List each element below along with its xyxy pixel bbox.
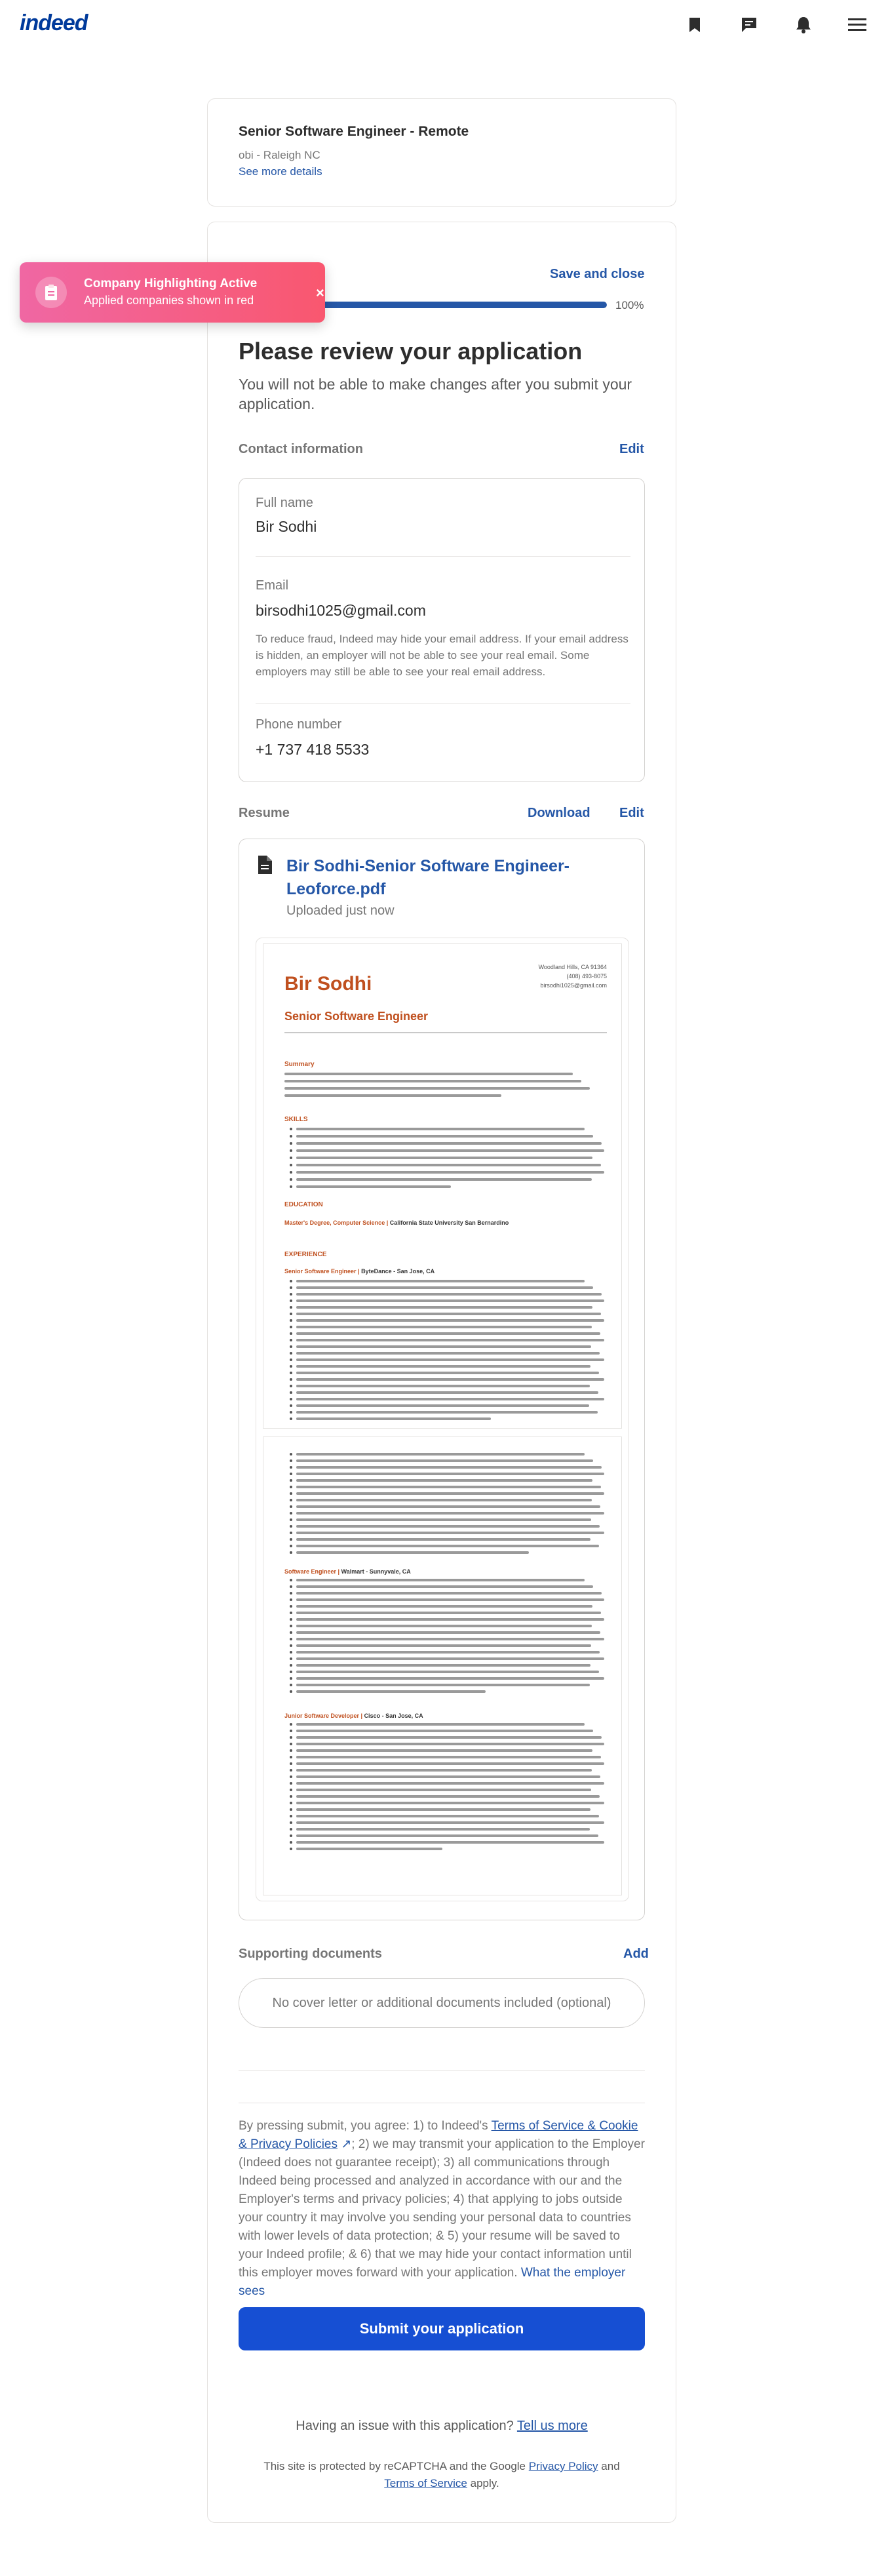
issue-text	[239, 2419, 645, 2434]
resume-page-1	[263, 943, 622, 1429]
resume-bullet	[290, 1551, 292, 1554]
resume-bullet	[290, 1795, 292, 1798]
resume-text-line	[296, 1385, 590, 1387]
resume-email: birsodhi1025@gmail.com	[540, 982, 607, 989]
resume-text-line	[296, 1834, 598, 1837]
resume-bullet	[290, 1293, 292, 1296]
resume-text-line	[296, 1466, 602, 1469]
email-note: To reduce fraud, Indeed may hide your email address. If your email address is hidden, an employer will not be able to see your real email. Some employers may still be able to see your real email address.	[256, 633, 629, 678]
privacy-policy-link[interactable]: Privacy Policy	[528, 2460, 598, 2472]
page-title: Please review your application	[239, 338, 583, 365]
resume-text-line	[296, 1579, 585, 1581]
resume-preview	[256, 938, 629, 1901]
resume-text-line	[296, 1743, 604, 1745]
resume-bullet	[290, 1775, 292, 1778]
resume-text-line	[296, 1551, 529, 1554]
resume-bullet	[290, 1532, 292, 1534]
messages-icon[interactable]	[739, 14, 760, 35]
resume-rule	[284, 1032, 607, 1033]
resume-text-line	[296, 1505, 600, 1508]
resume-text-line	[296, 1280, 585, 1282]
phone-value: +1 737 418 5533	[256, 741, 370, 758]
supporting-docs-empty: No cover letter or additional documents included (optional)	[239, 1978, 645, 2028]
resume-bullet	[290, 1178, 292, 1181]
resume-job-1-company: ByteDance - San Jose, CA	[361, 1268, 435, 1275]
legal-text	[239, 2117, 645, 2301]
resume-location: Woodland Hills, CA 91364	[538, 964, 607, 970]
resume-bullet	[290, 1157, 292, 1159]
resume-text-line	[296, 1372, 599, 1374]
resume-bullet	[290, 1385, 292, 1387]
resume-bullet	[290, 1782, 292, 1785]
resume-bullet	[290, 1592, 292, 1595]
resume-text-line	[296, 1605, 592, 1608]
resume-text-line	[296, 1178, 592, 1181]
resume-bullet	[290, 1313, 292, 1315]
external-link-icon: ↗	[341, 2137, 352, 2151]
email-value: birsodhi1025@gmail.com	[256, 602, 426, 619]
full-name-label: Full name	[256, 496, 313, 510]
review-card	[207, 222, 676, 2523]
resume-text-line	[296, 1828, 590, 1831]
resume-bullet	[290, 1828, 292, 1831]
resume-text-line	[296, 1313, 601, 1315]
recaptcha-and: and	[601, 2460, 620, 2472]
resume-text-line	[296, 1417, 491, 1420]
save-and-close-link[interactable]: Save and close	[550, 267, 645, 281]
indeed-logo[interactable]: indeed	[20, 10, 88, 35]
resume-bullet	[290, 1631, 292, 1634]
notifications-icon[interactable]	[793, 14, 814, 35]
resume-job-2: Software Engineer | Walmart - Sunnyvale, CA	[284, 1568, 411, 1575]
resume-text-line	[296, 1789, 591, 1791]
resume-education-heading: EDUCATION	[284, 1201, 323, 1208]
resume-text-line	[296, 1365, 590, 1368]
resume-bullet	[290, 1605, 292, 1608]
resume-text-line	[296, 1756, 601, 1758]
terms-privacy-link[interactable]: Terms of Service & Cookie & Privacy Policies	[239, 2119, 638, 2151]
resume-bullet	[290, 1644, 292, 1647]
resume-bullet	[290, 1171, 292, 1174]
resume-section-label: Resume	[239, 806, 290, 820]
resume-text-line	[296, 1128, 585, 1130]
resume-bullet	[290, 1736, 292, 1739]
resume-bullet	[290, 1345, 292, 1348]
resume-page-2	[263, 1437, 622, 1895]
resume-text-line	[296, 1782, 604, 1785]
resume-bullet	[290, 1473, 292, 1475]
toast-close-button[interactable]: ×	[316, 285, 324, 301]
resume-text-line	[296, 1677, 604, 1680]
resume-text-line	[296, 1352, 600, 1355]
resume-text-line	[296, 1398, 604, 1400]
resume-bullet	[290, 1598, 292, 1601]
resume-bullet	[290, 1466, 292, 1469]
resume-bullet	[290, 1505, 292, 1508]
resume-bullet	[290, 1518, 292, 1521]
resume-phone: (408) 493-8075	[566, 973, 607, 980]
clipboard-icon	[35, 277, 67, 308]
legal-body: ; 2) we may transmit your application to the Employer (Indeed does not guarantee receipt); 3) all communications through Indeed being processed and analyzed in accordance with our and the Employer's terms and privacy policies; 4) that applying to jobs outside your country it may involve you sending your personal data to countries with lower levels of data protection; & 5) your resume will be saved to your Indeed profile; & 6) that we may hide your contact information until this employer moves forward with your application.	[239, 2137, 645, 2280]
resume-school: California State University San Bernardino	[389, 1219, 509, 1226]
toast-title: Company Highlighting Active	[84, 277, 258, 290]
resume-text-line	[296, 1486, 601, 1488]
resume-bullet	[290, 1326, 292, 1328]
toast-subtitle: Applied companies shown in red	[84, 294, 254, 307]
resume-bullet	[290, 1135, 292, 1138]
resume-text-line	[296, 1185, 451, 1188]
resume-degree-text: Master's Degree, Computer Science	[284, 1219, 385, 1226]
resume-text-line	[296, 1736, 602, 1739]
resume-text-line	[296, 1585, 593, 1588]
resume-text-line	[296, 1795, 600, 1798]
resume-bullet	[290, 1185, 292, 1188]
resume-text-line	[296, 1684, 590, 1686]
resume-bullet	[290, 1612, 292, 1614]
resume-bullet	[290, 1319, 292, 1322]
resume-text-line	[296, 1512, 604, 1515]
company-highlight-toast	[20, 262, 325, 323]
contact-box	[239, 478, 645, 782]
resume-text-line	[296, 1149, 604, 1152]
resume-text-line	[296, 1730, 593, 1732]
resume-bullet	[290, 1769, 292, 1772]
resume-bullet	[290, 1512, 292, 1515]
resume-bullet	[290, 1579, 292, 1581]
resume-text-line	[296, 1657, 604, 1660]
resume-bullet	[290, 1372, 292, 1374]
resume-bullet	[290, 1492, 292, 1495]
resume-text-line	[296, 1171, 604, 1174]
resume-bullet	[290, 1358, 292, 1361]
resume-text-line	[296, 1345, 591, 1348]
resume-text-line	[296, 1802, 604, 1804]
resume-job-3: Junior Software Developer | Cisco - San Jose, CA	[284, 1713, 423, 1719]
resume-text-line	[296, 1592, 602, 1595]
resume-bullet	[290, 1411, 292, 1414]
resume-bullet	[290, 1671, 292, 1673]
resume-bullet	[290, 1789, 292, 1791]
resume-text-line	[296, 1638, 604, 1640]
resume-text-line	[296, 1499, 592, 1501]
resume-text-line	[296, 1664, 590, 1667]
resume-text-line	[296, 1808, 590, 1811]
resume-text-line	[296, 1762, 604, 1765]
contact-section-label: Contact information	[239, 442, 363, 456]
submit-application-button[interactable]: Submit your application	[239, 2307, 645, 2350]
resume-text-line	[296, 1848, 442, 1850]
resume-bullet	[290, 1684, 292, 1686]
resume-uploaded-text: Uploaded just now	[286, 903, 395, 918]
resume-bullet	[290, 1479, 292, 1482]
resume-bullet	[290, 1525, 292, 1528]
resume-text-line	[284, 1073, 573, 1075]
resume-bullet	[290, 1391, 292, 1394]
resume-bullet	[290, 1808, 292, 1811]
resume-text-line	[296, 1479, 592, 1482]
job-title: Senior Software Engineer - Remote	[239, 124, 469, 139]
resume-text-line	[296, 1411, 598, 1414]
resume-job-2-title: Software Engineer	[284, 1568, 337, 1575]
resume-bullet	[290, 1743, 292, 1745]
resume-text-line	[296, 1690, 486, 1693]
resume-text-line	[296, 1815, 599, 1817]
recaptcha-text	[239, 2458, 645, 2492]
resume-bullet	[290, 1723, 292, 1726]
resume-text-line	[284, 1080, 581, 1082]
resume-role: Senior Software Engineer	[284, 1010, 429, 1023]
resume-text-line	[296, 1459, 593, 1462]
resume-bullet	[290, 1749, 292, 1752]
resume-bullet	[290, 1398, 292, 1400]
resume-text-line	[296, 1492, 604, 1495]
tell-us-more-link[interactable]: Tell us more	[516, 2419, 588, 2433]
recaptcha-prefix: This site is protected by reCAPTCHA and the Google	[263, 2460, 526, 2472]
resume-text-line	[296, 1525, 600, 1528]
resume-text-line	[296, 1821, 604, 1824]
resume-bullet	[290, 1459, 292, 1462]
bookmark-icon[interactable]	[684, 14, 705, 35]
resume-text-line	[284, 1094, 501, 1097]
resume-bullet	[290, 1848, 292, 1850]
resume-experience-heading: EXPERIENCE	[284, 1251, 327, 1258]
resume-text-line	[296, 1749, 592, 1752]
resume-text-line	[296, 1598, 604, 1601]
resume-text-line	[296, 1404, 589, 1407]
recaptcha-apply: apply.	[470, 2477, 499, 2489]
issue-prefix: Having an issue with this application?	[296, 2419, 514, 2433]
resume-bullet	[290, 1664, 292, 1667]
resume-job-1: Senior Software Engineer | ByteDance - San Jose, CA	[284, 1268, 435, 1275]
resume-job-3-company: Cisco - San Jose, CA	[364, 1713, 423, 1719]
resume-text-line	[296, 1453, 585, 1456]
resume-bullet	[290, 1499, 292, 1501]
resume-text-line	[296, 1644, 591, 1647]
resume-bullet	[290, 1378, 292, 1381]
terms-of-service-link[interactable]: Terms of Service	[384, 2477, 467, 2489]
progress-percent: 100%	[615, 299, 644, 311]
resume-contact	[539, 962, 607, 990]
resume-degree: Master's Degree, Computer Science | California State University San Bernardino	[284, 1219, 509, 1226]
resume-download-link[interactable]: Download	[528, 806, 590, 820]
top-header	[0, 0, 871, 49]
job-summary-card	[207, 98, 676, 207]
resume-summary-heading: Summary	[284, 1061, 315, 1068]
resume-text-line	[296, 1358, 604, 1361]
resume-bullet	[290, 1841, 292, 1844]
resume-bullet	[290, 1625, 292, 1627]
divider	[239, 2070, 645, 2071]
resume-bullet	[290, 1352, 292, 1355]
resume-bullet	[290, 1417, 292, 1420]
resume-bullet	[290, 1821, 292, 1824]
resume-bullet	[290, 1404, 292, 1407]
resume-bullet	[290, 1280, 292, 1282]
resume-text-line	[296, 1841, 604, 1844]
resume-bullet	[290, 1756, 292, 1758]
resume-text-line	[296, 1306, 592, 1309]
resume-bullet	[290, 1585, 292, 1588]
resume-bullet	[290, 1730, 292, 1732]
resume-bullet	[290, 1149, 292, 1152]
resume-job-1-title: Senior Software Engineer	[284, 1268, 357, 1275]
resume-bullet	[290, 1286, 292, 1289]
resume-bullet	[290, 1638, 292, 1640]
legal-prefix: By pressing submit, you agree: 1) to Indeed's	[239, 2119, 488, 2133]
see-more-details-link[interactable]: See more details	[239, 165, 322, 178]
resume-text-line	[296, 1293, 602, 1296]
company-location: obi - Raleigh NC	[239, 149, 320, 161]
supporting-docs-label: Supporting documents	[239, 1947, 382, 1961]
document-icon	[257, 855, 273, 878]
resume-bullet	[290, 1128, 292, 1130]
employer-sees-link[interactable]: What the employer sees	[239, 2266, 626, 2298]
resume-bullet	[290, 1332, 292, 1335]
resume-bullet	[290, 1545, 292, 1547]
resume-box	[239, 839, 645, 1920]
resume-bullet	[290, 1815, 292, 1817]
resume-text-line	[296, 1332, 600, 1335]
resume-text-line	[296, 1473, 604, 1475]
full-name-value: Bir Sodhi	[256, 518, 317, 535]
resume-bullet	[290, 1486, 292, 1488]
contact-edit-link[interactable]: Edit	[619, 442, 644, 456]
resume-bullet	[290, 1164, 292, 1166]
resume-text-line	[296, 1618, 604, 1621]
resume-text-line	[296, 1532, 604, 1534]
resume-text-line	[284, 1087, 590, 1090]
divider	[256, 556, 630, 557]
resume-bullet	[290, 1802, 292, 1804]
resume-text-line	[296, 1612, 601, 1614]
resume-text-line	[296, 1326, 592, 1328]
resume-bullet	[290, 1651, 292, 1654]
resume-job-2-company: Walmart - Sunnyvale, CA	[341, 1568, 411, 1575]
resume-bullet	[290, 1538, 292, 1541]
resume-text-line	[296, 1391, 598, 1394]
resume-bullet	[290, 1834, 292, 1837]
phone-label: Phone number	[256, 717, 342, 732]
resume-text-line	[296, 1286, 593, 1289]
resume-edit-link[interactable]: Edit	[619, 806, 644, 820]
resume-text-line	[296, 1164, 601, 1166]
resume-text-line	[296, 1671, 599, 1673]
resume-text-line	[296, 1339, 604, 1341]
resume-bullet	[290, 1762, 292, 1765]
email-label: Email	[256, 578, 289, 593]
resume-text-line	[296, 1723, 585, 1726]
resume-bullet	[290, 1142, 292, 1145]
resume-bullet	[290, 1339, 292, 1341]
resume-text-line	[296, 1378, 604, 1381]
resume-file-link[interactable]: Bir Sodhi-Senior Software Engineer-Leoforce.pdf	[286, 857, 570, 898]
resume-skills-heading: SKILLS	[284, 1116, 308, 1123]
review-intro: You will not be able to make changes after you submit your application.	[239, 376, 632, 412]
supporting-docs-add-link[interactable]: Add	[623, 1947, 649, 1961]
resume-text-line	[296, 1631, 600, 1634]
resume-text-line	[296, 1142, 602, 1145]
resume-text-line	[296, 1157, 592, 1159]
resume-bullet	[290, 1677, 292, 1680]
resume-bullet	[290, 1306, 292, 1309]
resume-text-line	[296, 1538, 590, 1541]
resume-bullet	[290, 1690, 292, 1693]
resume-text-line	[296, 1299, 604, 1302]
resume-name: Bir Sodhi	[284, 973, 372, 995]
resume-text-line	[296, 1518, 591, 1521]
resume-bullet	[290, 1657, 292, 1660]
resume-bullet	[290, 1299, 292, 1302]
menu-icon[interactable]	[847, 14, 868, 35]
resume-text-line	[296, 1651, 600, 1654]
resume-text-line	[296, 1135, 593, 1138]
resume-text-line	[296, 1625, 592, 1627]
resume-text-line	[296, 1319, 604, 1322]
resume-text-line	[296, 1769, 592, 1772]
resume-bullet	[290, 1365, 292, 1368]
resume-bullet	[290, 1453, 292, 1456]
resume-job-3-title: Junior Software Developer	[284, 1713, 360, 1719]
resume-bullet	[290, 1618, 292, 1621]
resume-text-line	[296, 1775, 600, 1778]
resume-text-line	[296, 1545, 599, 1547]
